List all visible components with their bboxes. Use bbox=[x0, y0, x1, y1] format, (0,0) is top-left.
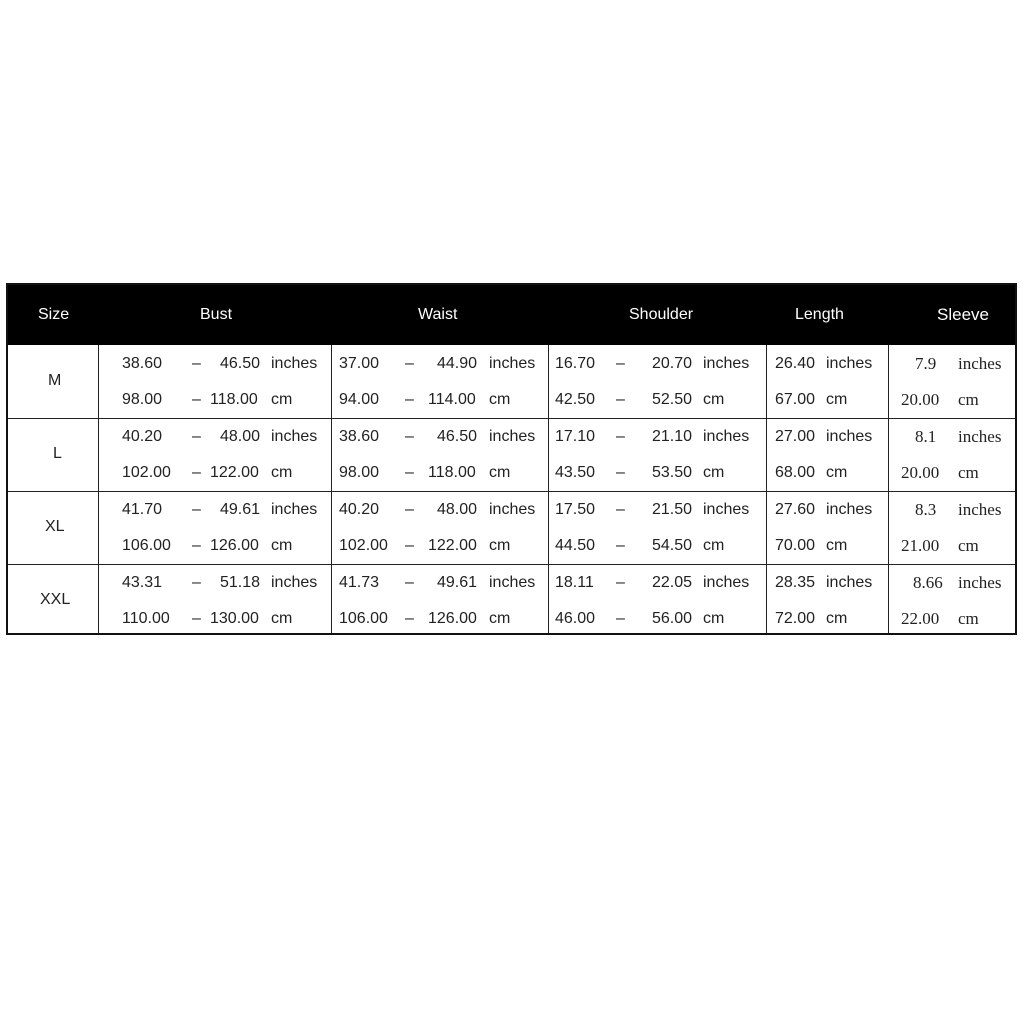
range-dash: – bbox=[405, 355, 414, 372]
unit-inches: inches bbox=[703, 501, 750, 518]
unit-cm: cm bbox=[958, 390, 979, 409]
unit-cm: cm bbox=[826, 391, 848, 408]
size-label: M bbox=[48, 372, 62, 389]
sleeve-inches: 8.66 bbox=[913, 573, 943, 592]
header-bust: Bust bbox=[200, 306, 233, 323]
sleeve-inches: 8.1 bbox=[915, 427, 937, 446]
range-dash: – bbox=[192, 574, 201, 591]
bust-cm-from: 98.00 bbox=[122, 391, 163, 408]
range-dash: – bbox=[616, 501, 625, 518]
length-cm: 72.00 bbox=[775, 610, 816, 627]
column-divider bbox=[548, 345, 549, 633]
unit-inches: inches bbox=[703, 574, 750, 591]
range-dash: – bbox=[616, 464, 625, 481]
unit-cm: cm bbox=[958, 463, 979, 482]
unit-cm: cm bbox=[271, 537, 293, 554]
unit-inches: inches bbox=[703, 428, 750, 445]
unit-inches: inches bbox=[703, 355, 750, 372]
unit-inches: inches bbox=[958, 354, 1002, 373]
unit-cm: cm bbox=[958, 536, 979, 555]
unit-inches: inches bbox=[489, 428, 536, 445]
length-inches: 28.35 bbox=[775, 574, 816, 591]
waist-inches-to: 49.61 bbox=[437, 574, 478, 591]
shoulder-cm-from: 46.00 bbox=[555, 610, 596, 627]
range-dash: – bbox=[192, 501, 201, 518]
bust-cm-to: 130.00 bbox=[210, 610, 259, 627]
range-dash: – bbox=[616, 428, 625, 445]
waist-inches-from: 41.73 bbox=[339, 574, 380, 591]
range-dash: – bbox=[192, 610, 201, 627]
range-dash: – bbox=[405, 574, 414, 591]
row-divider bbox=[8, 418, 1015, 419]
header-size: Size bbox=[38, 306, 70, 323]
bust-inches-from: 38.60 bbox=[122, 355, 163, 372]
sleeve-cm: 20.00 bbox=[901, 390, 940, 409]
shoulder-inches-from: 17.10 bbox=[555, 428, 596, 445]
unit-cm: cm bbox=[826, 537, 848, 554]
bust-cm-to: 122.00 bbox=[210, 464, 259, 481]
bust-inches-to: 49.61 bbox=[220, 501, 261, 518]
bust-cm-from: 110.00 bbox=[122, 610, 170, 627]
unit-inches: inches bbox=[489, 501, 536, 518]
shoulder-cm-to: 53.50 bbox=[652, 464, 693, 481]
range-dash: – bbox=[192, 464, 201, 481]
range-dash: – bbox=[405, 610, 414, 627]
length-inches: 27.60 bbox=[775, 501, 816, 518]
waist-inches-from: 37.00 bbox=[339, 355, 380, 372]
waist-cm-to: 118.00 bbox=[428, 464, 476, 481]
sleeve-inches: 8.3 bbox=[915, 500, 937, 519]
shoulder-cm-from: 42.50 bbox=[555, 391, 596, 408]
unit-cm: cm bbox=[271, 464, 293, 481]
column-divider bbox=[766, 345, 767, 633]
waist-inches-from: 38.60 bbox=[339, 428, 380, 445]
length-cm: 67.00 bbox=[775, 391, 816, 408]
unit-cm: cm bbox=[489, 537, 511, 554]
length-cm: 68.00 bbox=[775, 464, 816, 481]
shoulder-cm-from: 44.50 bbox=[555, 537, 596, 554]
unit-cm: cm bbox=[489, 610, 511, 627]
range-dash: – bbox=[405, 537, 414, 554]
shoulder-inches-from: 17.50 bbox=[555, 501, 596, 518]
bust-cm-to: 126.00 bbox=[210, 537, 259, 554]
unit-inches: inches bbox=[958, 500, 1002, 519]
unit-inches: inches bbox=[958, 573, 1002, 592]
unit-inches: inches bbox=[826, 574, 873, 591]
unit-inches: inches bbox=[271, 428, 318, 445]
sleeve-inches: 7.9 bbox=[915, 354, 937, 373]
shoulder-inches-to: 21.10 bbox=[652, 428, 693, 445]
unit-inches: inches bbox=[489, 355, 536, 372]
unit-inches: inches bbox=[826, 501, 873, 518]
bust-cm-to: 118.00 bbox=[210, 391, 258, 408]
header-sleeve: Sleeve bbox=[937, 305, 989, 324]
range-dash: – bbox=[405, 501, 414, 518]
unit-inches: inches bbox=[826, 355, 873, 372]
size-chart-table bbox=[6, 283, 1017, 635]
waist-inches-to: 44.90 bbox=[437, 355, 478, 372]
unit-inches: inches bbox=[271, 501, 318, 518]
shoulder-inches-from: 18.11 bbox=[555, 574, 594, 591]
waist-inches-to: 46.50 bbox=[437, 428, 478, 445]
size-label: XL bbox=[45, 518, 65, 535]
shoulder-cm-to: 56.00 bbox=[652, 610, 693, 627]
bust-inches-to: 48.00 bbox=[220, 428, 261, 445]
range-dash: – bbox=[192, 428, 201, 445]
range-dash: – bbox=[616, 610, 625, 627]
unit-cm: cm bbox=[271, 610, 293, 627]
shoulder-cm-from: 43.50 bbox=[555, 464, 596, 481]
waist-cm-from: 98.00 bbox=[339, 464, 380, 481]
table-header-row bbox=[8, 285, 1015, 345]
shoulder-inches-from: 16.70 bbox=[555, 355, 596, 372]
range-dash: – bbox=[616, 391, 625, 408]
unit-inches: inches bbox=[271, 574, 318, 591]
waist-cm-from: 102.00 bbox=[339, 537, 388, 554]
sleeve-cm: 22.00 bbox=[901, 609, 940, 628]
shoulder-inches-to: 20.70 bbox=[652, 355, 693, 372]
waist-cm-to: 114.00 bbox=[428, 391, 476, 408]
range-dash: – bbox=[405, 428, 414, 445]
unit-inches: inches bbox=[826, 428, 873, 445]
unit-cm: cm bbox=[703, 610, 725, 627]
size-label: L bbox=[53, 445, 62, 462]
bust-inches-from: 43.31 bbox=[122, 574, 163, 591]
waist-cm-to: 122.00 bbox=[428, 537, 477, 554]
bust-inches-from: 41.70 bbox=[122, 501, 163, 518]
shoulder-inches-to: 22.05 bbox=[652, 574, 693, 591]
unit-cm: cm bbox=[703, 537, 725, 554]
shoulder-cm-to: 52.50 bbox=[652, 391, 693, 408]
shoulder-inches-to: 21.50 bbox=[652, 501, 693, 518]
row-divider bbox=[8, 491, 1015, 492]
bust-cm-from: 102.00 bbox=[122, 464, 171, 481]
bust-cm-from: 106.00 bbox=[122, 537, 171, 554]
column-divider bbox=[98, 345, 99, 633]
range-dash: – bbox=[616, 537, 625, 554]
waist-cm-from: 106.00 bbox=[339, 610, 388, 627]
unit-cm: cm bbox=[703, 391, 725, 408]
range-dash: – bbox=[192, 537, 201, 554]
waist-inches-from: 40.20 bbox=[339, 501, 380, 518]
sleeve-cm: 20.00 bbox=[901, 463, 940, 482]
waist-cm-from: 94.00 bbox=[339, 391, 380, 408]
bust-inches-from: 40.20 bbox=[122, 428, 163, 445]
unit-cm: cm bbox=[489, 391, 511, 408]
bust-inches-to: 46.50 bbox=[220, 355, 261, 372]
unit-cm: cm bbox=[958, 609, 979, 628]
unit-inches: inches bbox=[271, 355, 318, 372]
unit-cm: cm bbox=[271, 391, 293, 408]
bust-inches-to: 51.18 bbox=[220, 574, 261, 591]
range-dash: – bbox=[192, 355, 201, 372]
size-label: XXL bbox=[40, 591, 71, 608]
range-dash: – bbox=[405, 464, 414, 481]
waist-inches-to: 48.00 bbox=[437, 501, 478, 518]
range-dash: – bbox=[616, 355, 625, 372]
range-dash: – bbox=[616, 574, 625, 591]
header-length: Length bbox=[795, 306, 844, 323]
range-dash: – bbox=[192, 391, 201, 408]
column-divider bbox=[888, 345, 889, 633]
unit-cm: cm bbox=[703, 464, 725, 481]
unit-inches: inches bbox=[489, 574, 536, 591]
shoulder-cm-to: 54.50 bbox=[652, 537, 693, 554]
length-inches: 27.00 bbox=[775, 428, 816, 445]
unit-cm: cm bbox=[826, 464, 848, 481]
unit-cm: cm bbox=[826, 610, 848, 627]
unit-inches: inches bbox=[958, 427, 1002, 446]
header-waist: Waist bbox=[418, 306, 458, 323]
length-cm: 70.00 bbox=[775, 537, 816, 554]
row-divider bbox=[8, 564, 1015, 565]
sleeve-cm: 21.00 bbox=[901, 536, 940, 555]
range-dash: – bbox=[405, 391, 414, 408]
waist-cm-to: 126.00 bbox=[428, 610, 477, 627]
unit-cm: cm bbox=[489, 464, 511, 481]
header-shoulder: Shoulder bbox=[629, 306, 694, 323]
column-divider bbox=[331, 345, 332, 633]
length-inches: 26.40 bbox=[775, 355, 816, 372]
